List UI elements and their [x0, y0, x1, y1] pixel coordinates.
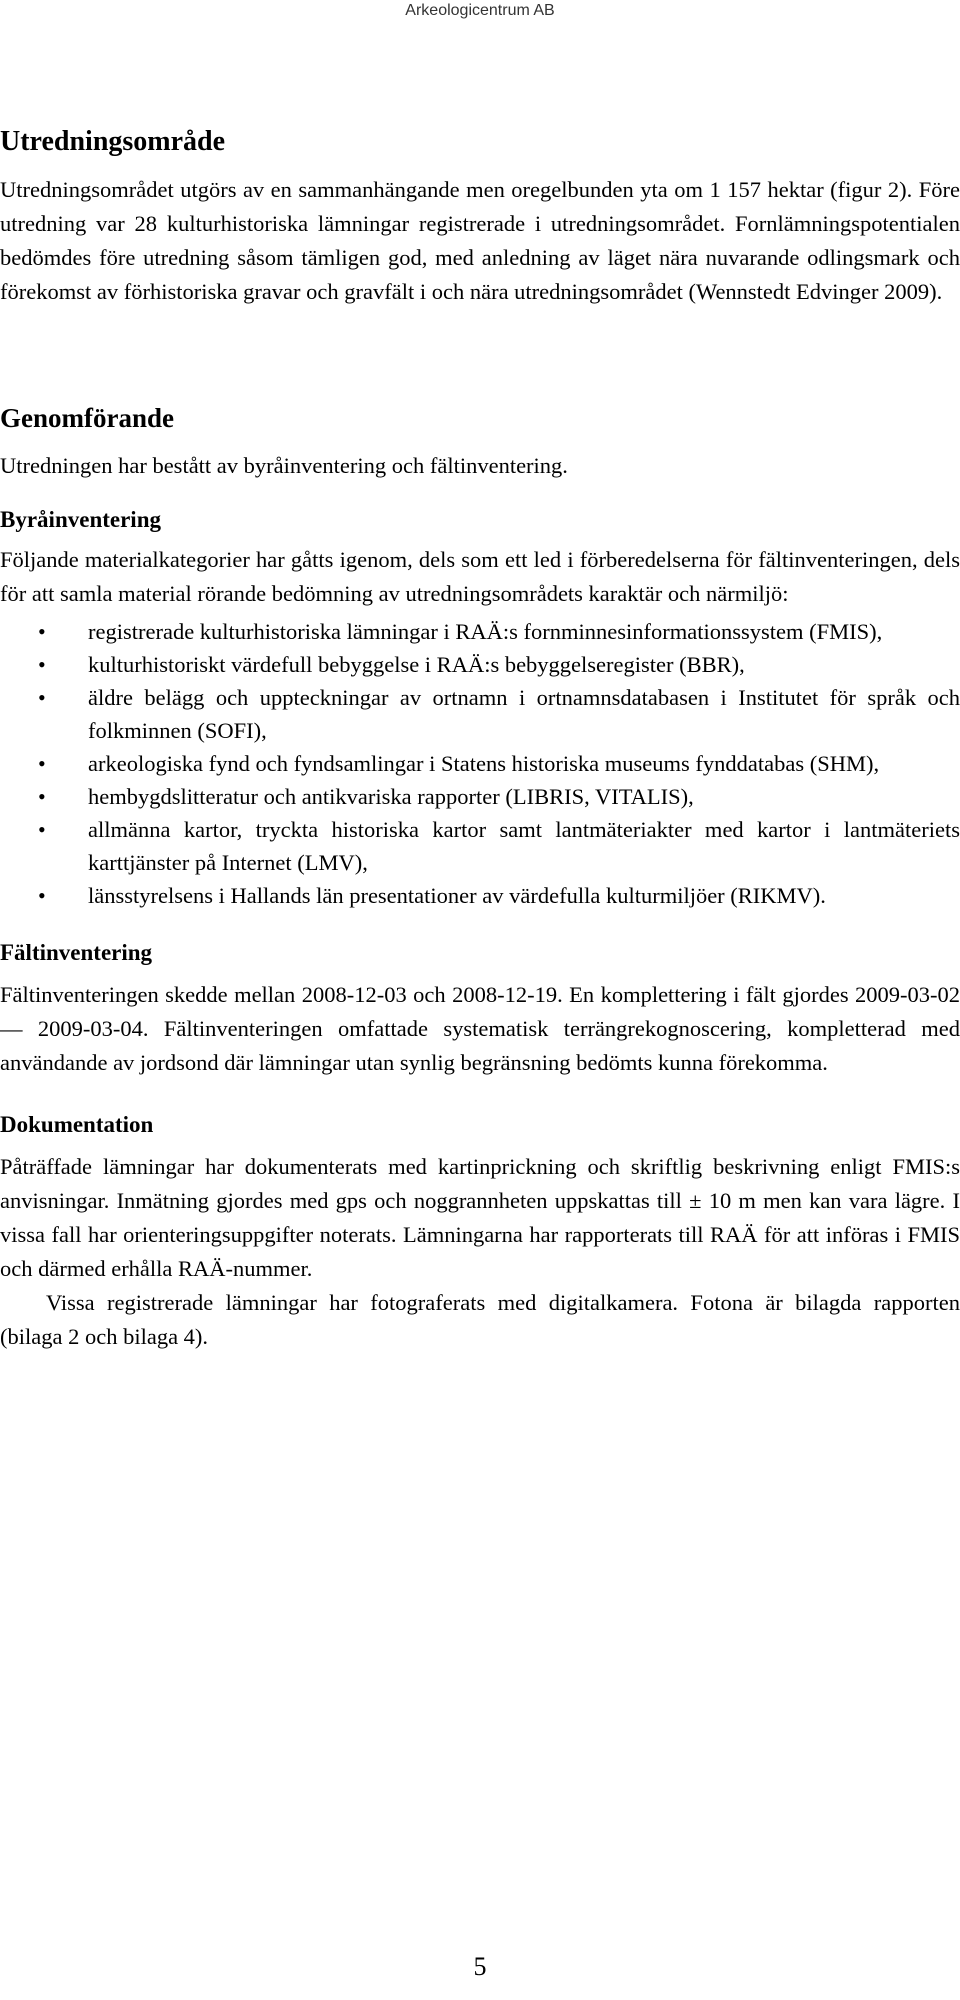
bullet-icon: •	[38, 685, 46, 710]
paragraph-dokumentation-1: Påträffade lämningar har dokumenterats med kartinprickning och skriftlig beskrivning enligt FMIS:s anvisningar. Inmätning gjordes med gps och noggrannheten uppskattas till ± 10 m men kan vara lägre. I vissa fall har orienteringsuppgifter noterats. Lämningarna har rapporterats till RAÄ för att införas i FMIS och därmed erhålla RAÄ-nummer.	[0, 1154, 960, 1281]
paragraph-genomforande: Utredningen har bestått av byråinventering och fältinventering.	[0, 453, 568, 478]
paragraph-utredningsomrade: Utredningsområdet utgörs av en sammanhängande men oregelbunden yta om 1 157 hektar (figur 2). Före utredning var 28 kulturhistoriska lämningar registrerade i utredningsområdet. Fornlämningspotentialen bedömdes före utredning såsom tämligen god, med anledning av läget nära nuvarande odlingsmark och förekomst av förhistoriska gravar och gravfält i och nära utredningsområdet (Wennstedt Edvinger 2009).	[0, 177, 960, 304]
heading-utredningsomrade: Utredningsområde	[0, 126, 226, 157]
list-item: • länsstyrelsens i Hallands län presentationer av värdefulla kulturmiljöer (RIKMV).	[0, 879, 960, 912]
bullet-icon: •	[38, 652, 46, 677]
list-item: • arkeologiska fynd och fyndsamlingar i Statens historiska museums fynddatabas (SHM),	[0, 747, 960, 780]
bullet-icon: •	[38, 619, 46, 644]
page-content	[0, 125, 960, 1354]
list-item: • äldre belägg och uppteckningar av ortnamn i ortnamnsdatabasen i Institutet för språk och folkminnen (SOFI),	[0, 681, 960, 747]
paragraph-byrainventering: Följande materialkategorier har gåtts igenom, dels som ett led i förberedelserna för fältinventeringen, dels för att samla material rörande bedömning av utredningsområdets karaktär och närmiljö:	[0, 547, 960, 606]
heading-faltinventering: Fältinventering	[0, 940, 153, 965]
running-header: Arkeologicentrum AB	[405, 2, 555, 19]
bullet-icon: •	[38, 883, 46, 908]
materials-list	[0, 615, 960, 912]
paragraph-dokumentation-2: Vissa registrerade lämningar har fotograferats med digitalkamera. Fotona är bilagda rapporten (bilaga 2 och bilaga 4).	[0, 1290, 960, 1349]
list-item: • registrerade kulturhistoriska lämningar i RAÄ:s fornminnesinformationssystem (FMIS),	[0, 615, 960, 648]
page-number: 5	[473, 1952, 487, 1981]
bullet-icon: •	[38, 751, 46, 776]
list-item: • kulturhistoriskt värdefull bebyggelse i RAÄ:s bebyggelseregister (BBR),	[0, 648, 960, 681]
heading-byrainventering: Byråinventering	[0, 507, 161, 532]
paragraph-faltinventering: Fältinventeringen skedde mellan 2008-12-03 och 2008-12-19. En komplettering i fält gjordes 2009-03-02 — 2009-03-04. Fältinventeringen omfattade systematisk terrängrekognoscering, kompletterad med användande av jordsond där lämningar utan synlig begränsning bedömts kunna förekomma.	[0, 982, 960, 1075]
bullet-icon: •	[38, 817, 46, 842]
list-item: • allmänna kartor, tryckta historiska kartor samt lantmäteriakter med kartor i lantmäteriets karttjänster på Internet (LMV),	[0, 813, 960, 879]
bullet-icon: •	[38, 784, 46, 809]
list-item: • hembygdslitteratur och antikvariska rapporter (LIBRIS, VITALIS),	[0, 780, 960, 813]
heading-dokumentation: Dokumentation	[0, 1112, 154, 1137]
heading-genomforande: Genomförande	[0, 403, 174, 433]
